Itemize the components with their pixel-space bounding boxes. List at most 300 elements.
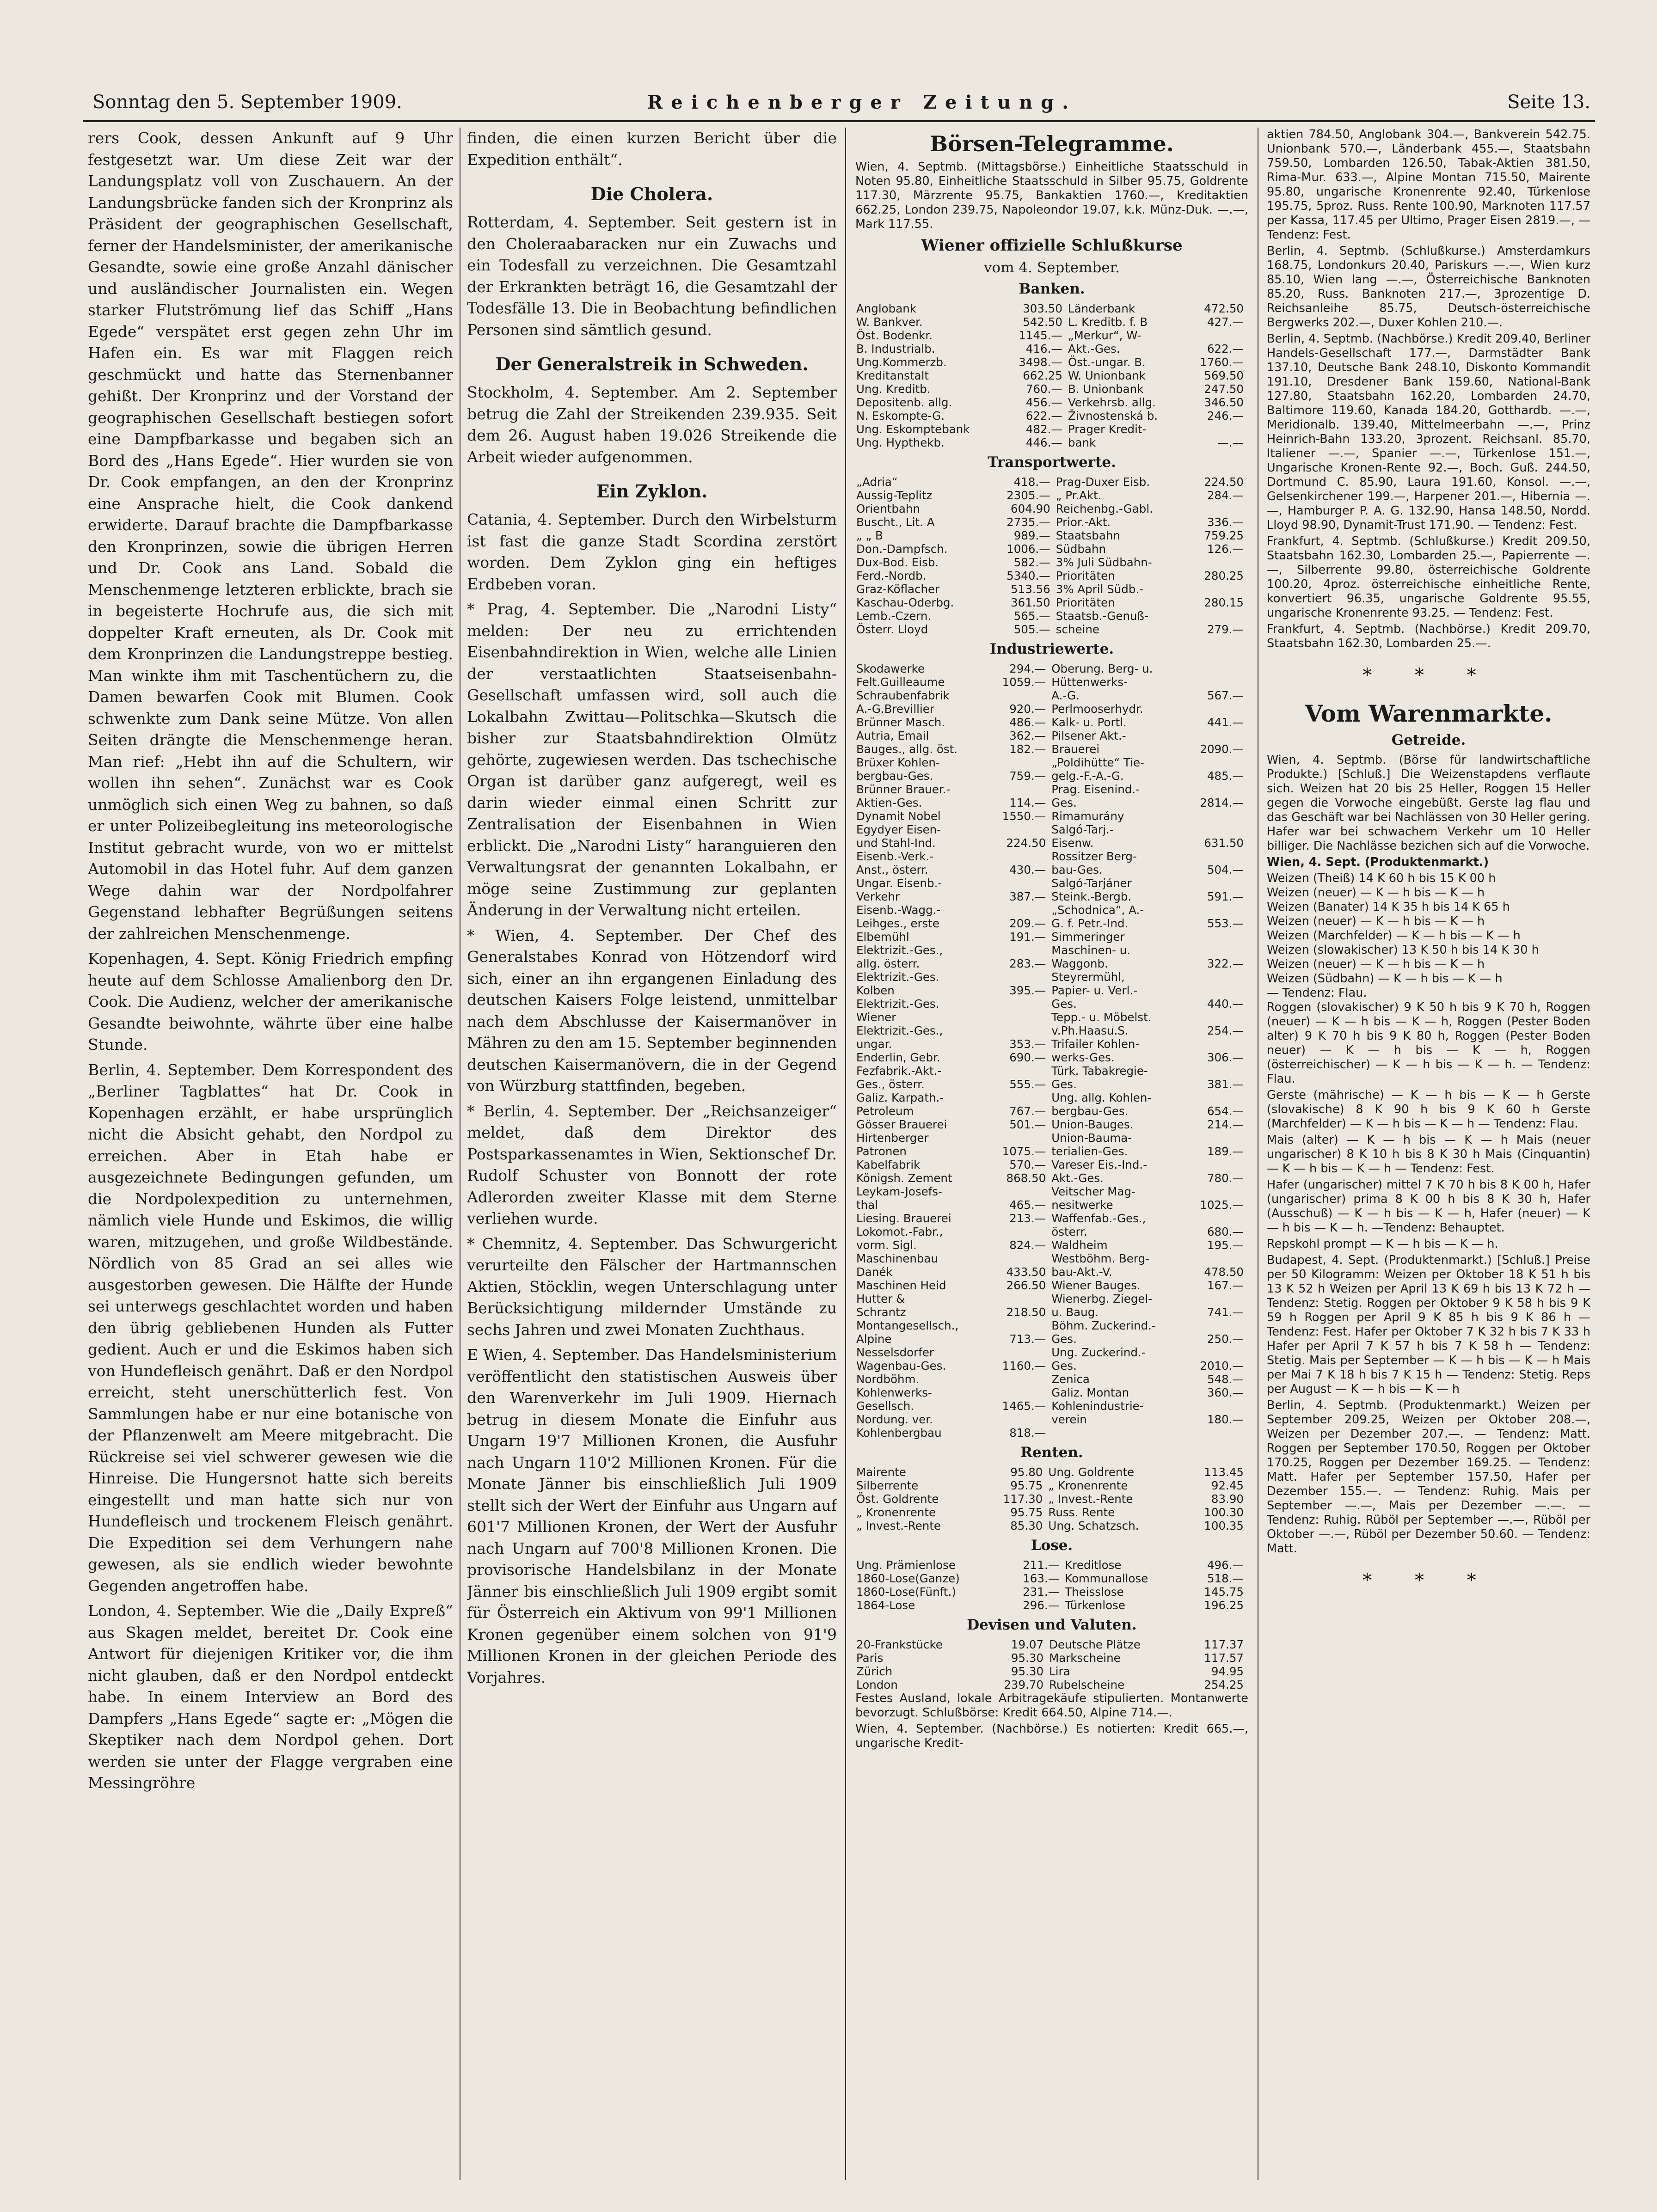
quote-price: 622.— — [1025, 409, 1062, 423]
quote-name: Mairente — [856, 1465, 906, 1479]
quote-name: Papier- u. Verl.- — [1051, 984, 1138, 997]
quote-name: Enderlin, Gebr. — [856, 1051, 940, 1064]
quote-name: Markscheine — [1049, 1651, 1121, 1665]
quote-price: 283.— — [1009, 957, 1046, 970]
quote-price — [988, 783, 1051, 796]
quote-price — [1185, 756, 1248, 769]
quote-price: 741.— — [1207, 1305, 1244, 1319]
quote-row — [855, 675, 1248, 689]
quote-row — [855, 1638, 1248, 1651]
column-4 — [1267, 128, 1590, 1605]
quote-row — [855, 1599, 1248, 1612]
quote-name: Ges. — [1051, 1078, 1077, 1091]
quote-name: „Adria“ — [856, 475, 898, 489]
quote-row — [855, 1024, 1248, 1037]
quote-row — [855, 1359, 1248, 1373]
quote-name: Maschinen- u. — [1051, 944, 1131, 957]
quote-row — [855, 342, 1248, 355]
quote-name: bergbau-Ges. — [1051, 1104, 1129, 1118]
quote-price: 1550.— — [1002, 809, 1046, 823]
quote-name: Skodawerke — [856, 662, 925, 675]
quote-price: 1160.— — [1002, 1359, 1046, 1373]
quote-section-title: Lose. — [1031, 1537, 1073, 1554]
quote-price: 209.— — [1009, 917, 1046, 930]
quote-price — [1185, 823, 1248, 836]
quote-name: „ Pr.Akt. — [1056, 489, 1102, 502]
quote-name: Anst., österr. — [856, 863, 928, 876]
quote-name: N. Eskompte-G. — [856, 409, 945, 423]
quote-price: 456.— — [1025, 396, 1062, 409]
quote-row — [855, 623, 1248, 636]
quote-row — [855, 609, 1248, 623]
quote-name: Theisslose — [1065, 1585, 1124, 1599]
quote-name: Ges. — [1051, 796, 1077, 809]
quote-price: 95.80 — [1010, 1465, 1043, 1479]
quote-name: Ung. allg. Kohlen- — [1051, 1091, 1152, 1104]
news-item: * Prag, 4. September. Die „Narodni Listy“ melden: Der neu zu errichtenden Eisenbahndirektion in Wien, welche alle Linien der verstaatlichten Staatseisenbahn-Gesellschaft umfassen wird, soll auch die Lokalbahn Zwittau—Politschka—Skutsch die bisher zur Staatsbahndirektion Olmütz gehörte, zugewiesen werden. Das tschechische Organ ist darüber ganz aufgeregt, weil es darin wieder einmal einen Schritt zur Zentralisation der Eisenbahnen in Wien erblickt. Die „Narodni Listy“ haranguieren den Verwaltungsrat der genannten Lokalbahn, er möge seine Zustimmung zur geplanten Änderung in der Verwaltung nicht erteilen. — [467, 600, 837, 919]
quote-table-devisen — [855, 1638, 1248, 1691]
quote-name: Silberrente — [856, 1479, 919, 1492]
quote-name: „ Kronenrente — [1048, 1479, 1128, 1492]
quote-row — [855, 1279, 1248, 1292]
quote-price: 2010.— — [1200, 1359, 1244, 1373]
quote-price: 1025.— — [1200, 1198, 1244, 1212]
quote-name: thal — [856, 1198, 878, 1212]
quote-name: Prag-Duxer Eisb. — [1056, 475, 1150, 489]
quote-name: Eisenb.-Verk.- — [856, 850, 934, 863]
quote-name: Depositenb. allg. — [856, 396, 952, 409]
quote-row — [855, 489, 1248, 502]
quote-name: Prag. Eisenind.- — [1051, 783, 1140, 796]
oat-prices: Hafer (ungarischer) mittel 7 K 70 h bis 8 K 00 h, Hafer (ungarischer) prima 8 K 00 h bis 8 K 30 h, Hafer (Ausschuß) — K — h bis — K — h, Hafer (neuer) — K — h bis — K — h. —Tendenz: Behauptet. — [1267, 1178, 1590, 1235]
vienna-midday: Wien, 4. Septmb. (Mittagsbörse.) Einheitliche Staatsschuld in Noten 95.80, Einheitliche Staatsschuld in Silber 95.75, Goldrente 117.30, Märzrente 95.75, Bankaktien 1760.—, Kreditaktien 662.25, London 239.75, Napoleondor 19.07, k.k. Münz-Duk. —.—, Mark 117.55. — [855, 160, 1248, 231]
quote-price: 1465.— — [1002, 1399, 1046, 1413]
quote-price — [988, 1319, 1051, 1332]
quote-price: 482.— — [1025, 423, 1062, 436]
quote-name: Ung. Prämienlose — [856, 1558, 956, 1572]
quote-price — [988, 1252, 1051, 1265]
quote-price: 95.75 — [1010, 1479, 1043, 1492]
goods-market-title: Vom Warenmarkte. — [1305, 700, 1553, 727]
quote-name: Ung. Zuckerind.- — [1051, 1346, 1146, 1359]
quote-row — [855, 1118, 1248, 1131]
quote-row — [855, 1265, 1248, 1279]
quote-price: 713.— — [1009, 1332, 1046, 1346]
quote-name: Leykam-Josefs- — [856, 1185, 942, 1198]
quote-name: 3% Juli Südbahn- — [1056, 556, 1152, 569]
quote-price — [1188, 582, 1248, 596]
quote-table-industrie — [855, 662, 1248, 1440]
quote-price — [1185, 1131, 1248, 1145]
quote-name: Kreditanstalt — [856, 369, 929, 382]
price-line: Weizen (neuer) — K — h bis — K — h — [1267, 914, 1485, 928]
quote-name: Ung. Eskomptebank — [856, 423, 970, 436]
quote-price: 294.— — [1009, 662, 1046, 675]
quote-row — [855, 1252, 1248, 1265]
quote-price: 3498.— — [1019, 355, 1062, 369]
quote-price: 433.50 — [1006, 1265, 1046, 1279]
market-summary: Festes Ausland, lokale Arbitragekäufe stipulierten. Montanwerte bevorzugt. Schlußbörse: Kredit 664.50, Alpine 714.—. — [855, 1691, 1248, 1720]
quote-name: u. Baug. — [1051, 1305, 1099, 1319]
quote-row — [855, 1492, 1248, 1506]
quote-name: Fezfabrik.-Akt.- — [856, 1064, 942, 1078]
quote-name: scheine — [1056, 623, 1099, 636]
quote-name: gelg.-F.-A.-G. — [1051, 769, 1124, 783]
quote-name: Waggonb. — [1051, 957, 1108, 970]
quote-price: 501.— — [1009, 1118, 1046, 1131]
quote-price — [988, 1185, 1051, 1198]
quote-name: Salgó-Tarj.- — [1051, 823, 1114, 836]
quote-name: Brünner Masch. — [856, 716, 945, 729]
quote-name: Aktien-Ges. — [856, 796, 922, 809]
quote-row — [855, 502, 1248, 515]
quote-row — [855, 355, 1248, 369]
quote-name: Ung. Hypthekb. — [856, 436, 945, 449]
quote-name: Hutter & — [856, 1292, 905, 1305]
quote-row — [855, 1051, 1248, 1064]
quote-price: 231.— — [1023, 1585, 1060, 1599]
news-item: E Wien, 4. September. Das Handelsministerium veröffentlicht den statistischen Ausweis über den Warenverkehr im Juli 1909. Hiernach betrug in diesem Monate die Einfuhr aus Ungarn 19'7 Millionen Kronen, die Ausfuhr nach Ungarn 110'2 Millionen Kronen. Für die Monate Jänner bis einschließlich Juli 1909 stellt sich der Wert der Einfuhr aus Ungarn auf 601'7 Millionen Kronen, der Wert der Ausfuhr nach Ungarn auf 700'8 Millionen Kronen. Die provisorische Handelsbilanz in der Monate Jänner bis einschließlich Juli 1909 ergibt somit für Österreich ein Aktivum von 99'1 Millionen Kronen gegenüber einem solchen von 91'9 Millionen Kronen in der gleichen Periode des Vorjahres. — [467, 1346, 837, 1686]
quote-price: 1075.— — [1002, 1145, 1046, 1158]
quote-name: Rubelscheine — [1049, 1678, 1125, 1691]
quote-price: 759.25 — [1204, 529, 1244, 542]
headline-strike: Der Generalstreik in Schweden. — [495, 354, 809, 374]
quote-price: 85.30 — [1010, 1519, 1043, 1532]
quote-name: A.-G.Brevillier — [856, 702, 934, 716]
quote-row — [855, 729, 1248, 742]
quote-name: Anglobank — [856, 302, 916, 315]
quote-price: 430.— — [1009, 863, 1046, 876]
quote-row — [855, 863, 1248, 876]
column-3-stock-quotes — [855, 128, 1248, 1752]
quote-name: Kreditlose — [1065, 1558, 1122, 1572]
quote-name: Kabelfabrik — [856, 1158, 921, 1171]
quote-name: Rimamurány — [1051, 809, 1124, 823]
quote-name: Galiz. Montan — [1051, 1386, 1129, 1399]
quote-price: 989.— — [1013, 529, 1050, 542]
frankfurt-close: Frankfurt, 4. Septmb. (Schlußkurse.) Kredit 209.50, Staatsbahn 162.30, Lombarden 25.—, Papierrente —.—, Silberrente 99.80, österreichische Goldrente 100.20, 4proz. österreichische einheitliche Rente, konvertiert 96.35, ungarische Goldrente 95.55, ungarische Kronenrente 93.25. — Tendenz: Fest. — [1267, 534, 1590, 620]
quote-row — [855, 1131, 1248, 1145]
quote-price: 553.— — [1207, 917, 1244, 930]
quote-price — [1185, 675, 1248, 689]
quote-row — [855, 556, 1248, 569]
quote-name: terialien-Ges. — [1051, 1145, 1128, 1158]
quote-price: 346.50 — [1204, 396, 1244, 409]
quote-row — [855, 569, 1248, 582]
column-2 — [467, 128, 837, 1692]
quote-row — [855, 1064, 1248, 1078]
quote-name: Kolben — [856, 984, 895, 997]
quote-row — [855, 1346, 1248, 1359]
quote-name: Dux-Bod. Eisb. — [856, 556, 939, 569]
quote-name: 20-Frankstücke — [856, 1638, 943, 1651]
quote-price: 145.75 — [1204, 1585, 1244, 1599]
quote-price: 1059.— — [1002, 675, 1046, 689]
quote-name: Verkehr — [856, 890, 900, 903]
quote-name: Länderbank — [1068, 302, 1135, 315]
quote-price: 1760.— — [1200, 355, 1244, 369]
quote-row — [855, 1305, 1248, 1319]
quote-row — [855, 302, 1248, 315]
quote-price — [988, 1386, 1051, 1399]
quote-name: Veitscher Mag- — [1051, 1185, 1135, 1198]
quote-table-renten — [855, 1465, 1248, 1532]
quote-price: 100.30 — [1204, 1506, 1244, 1519]
quote-name: Trifailer Kohlen- — [1051, 1037, 1140, 1051]
quote-name: bau-Ges. — [1051, 863, 1103, 876]
quote-price — [988, 1024, 1051, 1037]
quote-price: 518.— — [1207, 1572, 1244, 1585]
quote-price: 582.— — [1013, 556, 1050, 569]
quote-row — [855, 997, 1248, 1011]
quote-price: 548.— — [1207, 1373, 1244, 1386]
quote-name: Kalk- u. Portl. — [1051, 716, 1127, 729]
quote-section-title: Banken. — [1019, 281, 1085, 297]
quote-row — [855, 944, 1248, 957]
news-item: * Wien, 4. September. Der Chef des Generalstabes Konrad von Hötzendorf wird sich, einer an ihn ergangenen Einladung des deutschen Kaisers Folge leistend, unmittelbar nach dem Abschlusse der Kaisermanöver in Mähren zu den am 15. September beginnenden deutschen Kaisermanövern, die in der Gegend von Würzburg stattfinden, begeben. — [467, 926, 837, 1095]
quote-price — [1185, 970, 1248, 984]
quote-price: 362.— — [1009, 729, 1046, 742]
quote-price: 478.50 — [1204, 1265, 1244, 1279]
quote-price: 2814.— — [1200, 796, 1244, 809]
quote-name: nesitwerke — [1051, 1198, 1113, 1212]
page-header — [83, 88, 1595, 122]
quote-name: „ „ B — [856, 529, 883, 542]
separator: * * * — [1362, 665, 1495, 686]
page-number: Seite 13. — [1507, 92, 1590, 113]
quote-name: Ung.Kommerzb. — [856, 355, 947, 369]
quote-name: Oberung. Berg- u. — [1051, 662, 1153, 675]
quote-name: „ Invest.-Rente — [856, 1519, 941, 1532]
quote-price: 254.— — [1207, 1024, 1244, 1037]
quote-price: 569.50 — [1204, 369, 1244, 382]
quote-name: Rossitzer Berg- — [1051, 850, 1137, 863]
article-paragraph: Berlin, 4. September. Dem Korrespondent des „Berliner Tagblattes“ hat Dr. Cook in Kopenhagen erzählt, er habe ursprünglich nicht die Absicht gehabt, den Nordpol zu erreichen. Aber in Etah habe er ausgezeichnete Bedingungen gefunden, um die Nordpolexpedition zu unternehmen, nämlich viele Hunde und Eskimos, die willig waren, mitzugehen, und große Wildbestände. Nördlich von 85 Grad an sei alles wie ausgestorben gewesen. Die Hälfte der Hunde sei unterwegs geschlachtet worden und haben den übrig gebliebenen Hunden als Futter gedient. Auch er und die Eskimos haben sich von Hundefleisch genährt. Daß er den Nordpol erreicht, steht unerschütterlich fest. Von Sammlungen habe er nur eine botanische von der Pflanzenwelt am Meere mitgebracht. Die Rückreise sei viel schwerer gewesen wie die Hinreise. Die Hungersnot hatte sich bereits eingestellt und man hatte sich nur von Hundefleisch und trockenem Fleisch genährt. Die Expedition sei dem Verhungern nahe gewesen, als sie endlich wieder bewohnte Gegenden angetroffen habe. — [88, 1060, 453, 1595]
quote-name: bergbau-Ges. — [856, 769, 933, 783]
quote-name: B. Industrialb. — [856, 342, 935, 355]
quote-price — [1185, 1399, 1248, 1413]
quote-price — [988, 903, 1051, 917]
quote-price: 247.50 — [1204, 382, 1244, 396]
quote-name: Kohlenbergbau — [856, 1426, 942, 1440]
quote-row — [855, 596, 1248, 609]
quote-price: 303.50 — [1023, 302, 1062, 315]
quote-price: 126.— — [1207, 542, 1244, 556]
quote-name: Reichenbg.-Gabl. — [1056, 502, 1153, 515]
quote-name: B. Unionbank — [1068, 382, 1144, 396]
quote-row — [855, 876, 1248, 890]
quote-row — [855, 1572, 1248, 1585]
quote-price — [988, 997, 1051, 1011]
quote-name: Wiener — [856, 1011, 896, 1024]
quote-name: Waffenfab.-Ges., — [1051, 1212, 1146, 1225]
quote-name: Steink.-Bergb. — [1051, 890, 1132, 903]
separator-end: * * * — [1362, 1570, 1495, 1591]
quote-price: 117.37 — [1204, 1638, 1244, 1651]
quote-name: Ferd.-Nordb. — [856, 569, 927, 582]
quote-name: Ung. Schatzsch. — [1048, 1519, 1139, 1532]
quote-price: 662.25 — [1023, 369, 1062, 382]
price-line: Weizen (Theiß) 14 K 60 h bis 15 K 00 h — [1267, 871, 1496, 885]
quote-price: 180.— — [1207, 1413, 1244, 1426]
quote-price — [988, 1413, 1051, 1426]
quote-row — [855, 1171, 1248, 1185]
quote-name: Türkenlose — [1065, 1599, 1125, 1612]
quote-price: 631.50 — [1204, 836, 1244, 850]
price-line: Weizen (slowakischer) 13 K 50 h bis 14 K 30 h — [1267, 943, 1539, 957]
quote-name: Buscht., Lit. A — [856, 515, 935, 529]
quote-name: v.Ph.Haasu.S. — [1051, 1024, 1129, 1037]
quote-name: Westböhm. Berg- — [1051, 1252, 1149, 1265]
quote-name: allg. österr. — [856, 957, 920, 970]
price-line: Weizen (neuer) — K — h bis — K — h — [1267, 957, 1485, 971]
vienna-produce-head: Wien, 4. Sept. (Produktenmarkt.) — [1267, 855, 1489, 869]
quote-name: W. Unionbank — [1068, 369, 1146, 382]
quote-name: Wiener Bauges. — [1051, 1279, 1141, 1292]
quote-price: 505.— — [1013, 623, 1050, 636]
quote-price: 767.— — [1009, 1104, 1046, 1118]
quote-price: 214.— — [1207, 1118, 1244, 1131]
quote-row — [855, 702, 1248, 716]
quote-name: Tepp.- u. Möbelst. — [1051, 1011, 1152, 1024]
quote-name: Maschinen Heid — [856, 1279, 946, 1292]
quote-name: Schraubenfabrik — [856, 689, 950, 702]
quote-row — [855, 315, 1248, 329]
quote-name: Leihges., erste — [856, 917, 939, 930]
quote-price — [1185, 1346, 1248, 1359]
quote-price — [1188, 609, 1248, 623]
quote-price: 95.30 — [1011, 1665, 1044, 1678]
quote-price: 322.— — [1207, 957, 1244, 970]
quote-price — [988, 823, 1051, 836]
quote-price: 218.50 — [1006, 1305, 1046, 1319]
quote-price — [1185, 1292, 1248, 1305]
quote-name: Egydyer Eisen- — [856, 823, 941, 836]
quote-price: 680.— — [1207, 1225, 1244, 1238]
quote-row — [855, 903, 1248, 917]
quote-name: Waldheim — [1051, 1238, 1108, 1252]
quote-name: Paris — [856, 1651, 884, 1665]
quote-price — [988, 850, 1051, 863]
quote-price: 567.— — [1207, 689, 1244, 702]
quote-row — [855, 1185, 1248, 1198]
quote-name: 1860-Lose(Fünft.) — [856, 1585, 956, 1599]
quote-name: Brüxer Kohlen- — [856, 756, 940, 769]
quote-row — [855, 409, 1248, 423]
quote-row — [855, 890, 1248, 903]
quote-name: Elbemühl — [856, 930, 909, 944]
quote-price: 1145.— — [1019, 329, 1062, 342]
quote-price: 418.— — [1013, 475, 1050, 489]
quote-price — [988, 1346, 1051, 1359]
afterhours-cont: aktien 784.50, Anglobank 304.—, Bankverein 542.75. Unionbank 570.—, Länderbank 455.—, Staatsbahn 759.50, Lombarden 126.50, Tabak-Aktien 381.50, Rima-Mur. 633.—, Alpine Montan 715.50, Mairente 95.80, ungarische Kronenrente 92.40, Türkenlose 195.75, 5proz. Russ. Rente 100.90, Marknoten 117.57 per Kassa, 117.45 per Ultimo, Prager Eisen 2819.—, — Tendenz: Fest. — [1267, 128, 1590, 242]
quote-price — [1188, 556, 1248, 569]
quote-price: 250.— — [1207, 1332, 1244, 1346]
quote-name: Simmeringer — [1051, 930, 1125, 944]
quote-row — [855, 1479, 1248, 1492]
quote-price: 83.90 — [1211, 1492, 1244, 1506]
quote-name: Wienerbg. Ziegel- — [1051, 1292, 1153, 1305]
quote-price — [988, 1373, 1051, 1386]
quote-name: Eisenw. — [1051, 836, 1094, 850]
quote-name: Staatsb.-Genuß- — [1056, 609, 1149, 623]
quote-price: 920.— — [1009, 702, 1046, 716]
quote-name: Felt.Guilleaume — [856, 675, 945, 689]
article-strike: Stockholm, 4. September. Am 2. September betrug die Zahl der Streikenden 239.935. Seit dem 26. August haben 19.026 Streikende die Arbeit wieder aufgenommen. — [467, 383, 837, 466]
quote-row — [855, 1506, 1248, 1519]
news-item: * Berlin, 4. September. Der „Reichsanzeiger“ meldet, daß dem Direktor des Postsparkassenamtes in Wien, Sektionschef Dr. Rudolf Schuster von Bonnott der rote Adlerorden zweiter Klasse mit dem Sterne verliehen wurde. — [467, 1102, 837, 1227]
quote-price: 818.— — [1009, 1426, 1046, 1440]
quote-price: 279.— — [1207, 623, 1244, 636]
quote-row — [855, 1091, 1248, 1104]
quote-row — [855, 529, 1248, 542]
quote-name: Alpine — [856, 1332, 892, 1346]
quote-name: Montangesellsch., — [856, 1319, 959, 1332]
quote-price — [988, 1091, 1051, 1104]
quote-name: Gesellsch. — [856, 1399, 914, 1413]
quote-row — [855, 1037, 1248, 1051]
quote-price — [988, 689, 1051, 702]
quote-row — [855, 382, 1248, 396]
quote-name: Prioritäten — [1056, 596, 1115, 609]
quote-name: werks-Ges. — [1051, 1051, 1115, 1064]
quote-price: 387.— — [1009, 890, 1046, 903]
quote-price — [1185, 423, 1248, 436]
quote-price: 2735.— — [1006, 515, 1050, 529]
quote-price: 360.— — [1207, 1386, 1244, 1399]
quote-row — [855, 823, 1248, 836]
quote-price — [988, 1011, 1051, 1024]
article-paragraph: rers Cook, dessen Ankunft auf 9 Uhr festgesetzt war. Um diese Zeit war der Landungsplatz voll von Zuschauern. An der Landungsbrücke fanden sich der Kronprinz als Präsident der geographischen Gesellschaft, ferner der Handelsminister, der amerikanische Gesandte, sowie eine große Anzahl dänischer und ausländischer Journalisten ein. Wegen starker Flutströmung lief das Schiff „Hans Egede“ verspätet erst gegen zehn Uhr im Hafen ein. Es war mit Flaggen reich geschmückt und hatte das Sternenbanner gehißt. Der Kronprinz und der Vorstand der geographischen Gesellschaft bestiegen sofort eine Dampfbarkasse und begaben sich an Bord des „Hans Egede“. Hier wurden sie von Dr. Cook empfangen, an den der Kronprinz eine Ansprache hielt, die Cook dankend erwiderte. Darauf brachte die Dampfbarkasse den Kronprinzen, sowie die übrigen Herren und Dr. Cook ans Land. Sobald die Menschenmenge letzteren erblickte, brach sie in begeisterte Hochrufe aus, die sich mit doppelter Kraft erneuten, als Dr. Cook mit dem Kronprinzen die Landungstreppe bestieg. Man winkte ihm mit Taschentüchern zu, die Damen bewarfen Cook mit Blumen. Cook schwenkte zum Dank seine Mütze. Von allen Seiten drängte die Menschenmenge heran. Man rief: „Hebt ihn auf die Schultern, wir wollen ihn sehen“. Zunächst war es Cook unmöglich sich einen Weg zu bahnen, so daß er unter Polizeibegleitung ins meteorologische Institut gebracht wurde, von wo er mittelst Automobil in das Hotel fuhr. Auf dem ganzen Wege dahin war der Nordpolfahrer Gegenstand lebhafter Begrüßungen seitens der zahlreichen Menschenmenge. — [88, 129, 453, 943]
quote-price: 416.— — [1025, 342, 1062, 355]
quote-price — [1185, 1252, 1248, 1265]
quote-price — [1185, 1185, 1248, 1198]
quote-name: Ungar. Eisenb.- — [856, 876, 942, 890]
quote-price: 296.— — [1023, 1599, 1060, 1612]
quote-price — [1185, 1319, 1248, 1332]
quote-name: bau-Akt.-V. — [1051, 1265, 1112, 1279]
quote-price: 100.35 — [1204, 1519, 1244, 1532]
quote-row — [855, 1078, 1248, 1091]
quote-section-title: Transportwerte. — [988, 454, 1116, 471]
quote-price: 2305.— — [1006, 489, 1050, 502]
quote-table-banken — [855, 302, 1248, 449]
quote-name: Brünner Brauer.- — [856, 783, 951, 796]
quote-row — [855, 716, 1248, 729]
quote-tables — [855, 281, 1248, 1691]
quote-price: 361.50 — [1011, 596, 1050, 609]
quote-price — [1185, 729, 1248, 742]
quote-price — [1185, 783, 1248, 796]
quote-row — [855, 1519, 1248, 1532]
quote-name: Verkehrsb. allg. — [1068, 396, 1156, 409]
quote-price: 95.30 — [1011, 1651, 1044, 1665]
news-item: * Chemnitz, 4. September. Das Schwurgericht verurteilte den Fälscher der Hartmannschen Aktien, Stöcklin, wegen Unterschlagung unter Berücksichtigung mildernder Umstände zu sechs Jahren und zwei Monaten Zuchthaus. — [467, 1234, 837, 1339]
quote-name: Staatsbahn — [1056, 529, 1120, 542]
quote-name: Petroleum — [856, 1104, 914, 1118]
quote-price — [1185, 876, 1248, 890]
quote-price: 441.— — [1207, 716, 1244, 729]
quote-price — [988, 1064, 1051, 1078]
article-paragraph: London, 4. September. Wie die „Daily Expreß“ aus Skagen meldet, bereitet Dr. Cook eine Antwort für diejenigen Kritiker vor, die ihm nicht glauben, daß er den Nordpol entdeckt habe. In einem Interview an Bord des Dampfers „Hans Egede“ sagte er: „Mögen die Skeptiker nach dem Nordpol gehen. Dort werden sie unter der Flagge vergraben eine Messingröhre — [88, 1602, 453, 1792]
quote-row — [855, 1158, 1248, 1171]
quote-name: 1860-Lose(Ganze) — [856, 1572, 960, 1585]
quote-price: 565.— — [1013, 609, 1050, 623]
quote-row — [855, 783, 1248, 796]
quote-row — [855, 957, 1248, 970]
quote-name: Union-Bauma- — [1051, 1131, 1132, 1145]
quote-table-transport — [855, 475, 1248, 636]
